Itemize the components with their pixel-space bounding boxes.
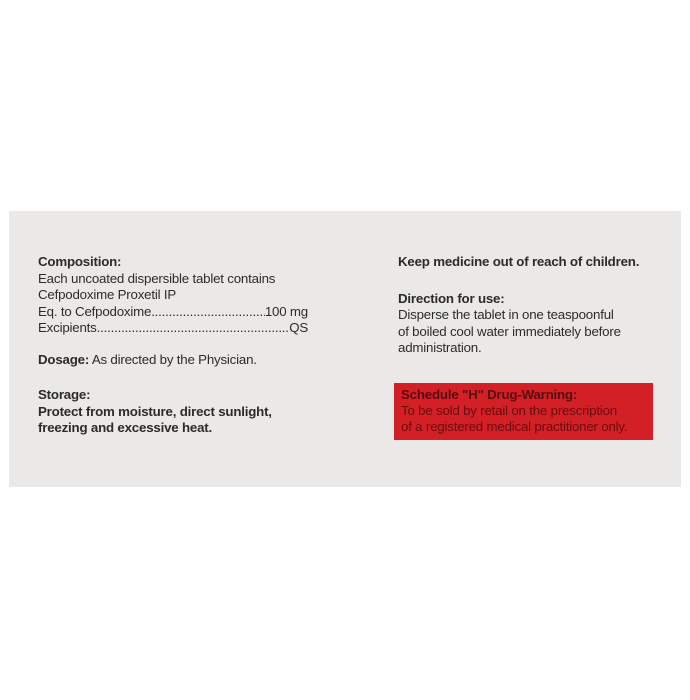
dot-leader: [151, 304, 265, 321]
composition-excipients-row: [38, 320, 308, 337]
composition-line-2: Cefpodoxime Proxetil IP: [38, 287, 177, 302]
direction-line-1: Disperse the tablet in one teaspoonful: [398, 307, 614, 322]
storage-line-1: Protect from moisture, direct sunlight,: [38, 403, 272, 419]
storage-heading: Storage:: [38, 387, 91, 402]
composition-heading: Composition:: [38, 254, 122, 269]
direction-line-2: of boiled cool water immediately before: [398, 323, 621, 339]
dosage-label: Dosage:: [38, 351, 90, 367]
direction-line-3: administration.: [398, 340, 482, 355]
keep-away-notice: Keep medicine out of reach of children.: [398, 254, 640, 269]
direction-heading: Direction for use:: [398, 290, 505, 306]
eq-label: Eq. to Cefpodoxime: [38, 303, 152, 319]
warning-line-2: of a registered medical practitioner only.: [401, 419, 628, 434]
dosage-text: As directed by the Physician.: [89, 351, 257, 367]
excipients-value: QS: [289, 320, 308, 335]
storage-line-2: freezing and excessive heat.: [38, 420, 212, 435]
schedule-h-warning-box: [394, 383, 653, 440]
right-column: [398, 254, 668, 357]
composition-eq-row: [38, 304, 308, 321]
warning-title: Schedule "H" Drug-Warning:: [401, 387, 578, 402]
dosage-line: [38, 352, 308, 369]
label-panel: [9, 211, 681, 487]
dot-leader: [97, 320, 290, 337]
left-column: [38, 254, 308, 437]
excipients-label: Excipients: [38, 320, 97, 335]
composition-line-1: Each uncoated dispersible tablet contains: [38, 270, 276, 286]
warning-line-1: To be sold by retail on the prescription: [401, 403, 617, 418]
eq-value: 100 mg: [264, 303, 308, 319]
